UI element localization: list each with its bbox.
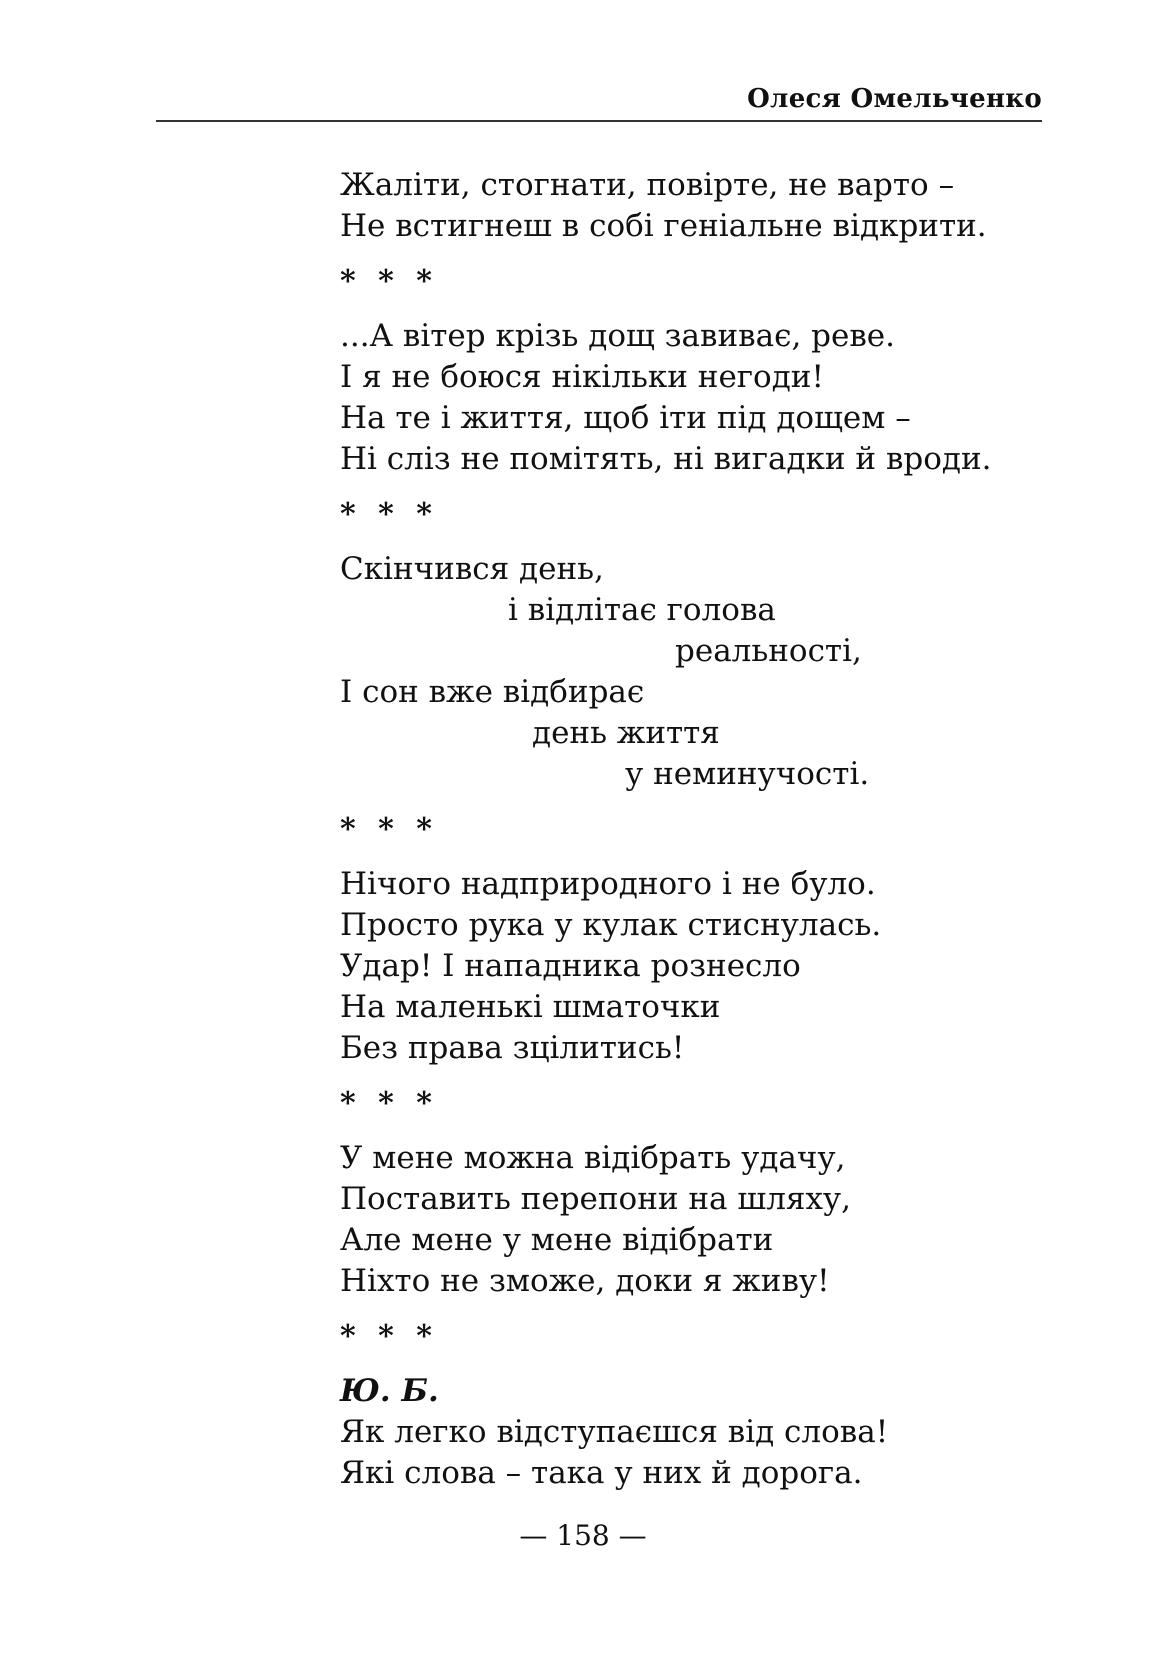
poem-1 <box>340 165 1020 247</box>
section-separator: * * * <box>340 812 438 847</box>
poem-line: Просто рука у кулак стиснулась. <box>340 907 882 943</box>
poem-2 <box>340 316 1020 480</box>
section-separator: * * * <box>340 497 438 532</box>
poem-line: Удар! І нападника рознесло <box>340 948 801 984</box>
poem-line: Нічого надприродного і не було. <box>340 866 876 902</box>
running-header <box>156 80 1042 122</box>
poem-line: Які слова – така у них й дорога. <box>340 1455 863 1491</box>
poem-5 <box>340 1138 1020 1302</box>
poem-line: ...А вітер крізь дощ завиває, реве. <box>340 318 896 354</box>
poem-line: Але мене у мене відібрати <box>340 1222 774 1258</box>
poem-3 <box>340 549 1020 795</box>
poem-line: І я не боюся нікільки негоди! <box>340 359 824 395</box>
poem-line: І сон вже відбирає <box>340 674 645 710</box>
poem-dedication: Ю. Б. <box>340 1373 439 1409</box>
poem-line: Без права зцілитись! <box>340 1030 685 1066</box>
poem-line: Не встигнеш в собі геніальне відкрити. <box>340 208 987 244</box>
poem-6 <box>340 1371 1020 1494</box>
poem-line: На те і життя, щоб іти під дощем – <box>340 400 911 436</box>
poem-line: день життя <box>532 715 720 751</box>
poem-line: Ніхто не зможе, доки я живу! <box>340 1263 830 1299</box>
poem-line: у неминучості. <box>625 756 870 792</box>
section-separator: * * * <box>340 1319 438 1354</box>
poem-line: У мене можна відібрать удачу, <box>340 1140 846 1176</box>
poem-line: реальності, <box>675 633 862 669</box>
poem-line: Поставить перепони на шляху, <box>340 1181 852 1217</box>
poem-line: Як легко відступаєшся від слова! <box>340 1414 889 1450</box>
poem-line: На маленькі шматочки <box>340 989 721 1025</box>
page-content <box>340 165 1020 1494</box>
poem-line: і відлітає голова <box>508 592 776 628</box>
poem-4 <box>340 864 1020 1069</box>
poem-line: Жаліти, стогнати, повірте, не варто – <box>340 167 955 203</box>
poem-line: Скінчився день, <box>340 551 604 587</box>
page-number: — 158 — <box>519 1519 647 1552</box>
section-separator: * * * <box>340 264 438 299</box>
poem-line: Ні сліз не помітять, ні вигадки й вроди. <box>340 441 992 477</box>
section-separator: * * * <box>340 1086 438 1121</box>
header-author: Олеся Омельченко <box>747 84 1042 114</box>
